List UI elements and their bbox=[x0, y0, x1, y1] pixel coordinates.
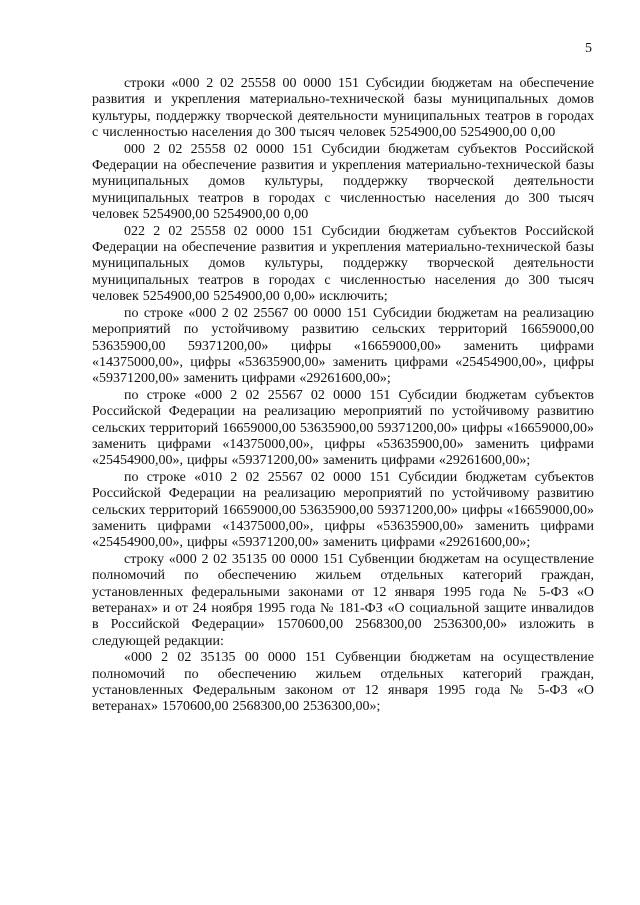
paragraph-5: по строке «000 2 02 25567 02 0000 151 Субсидии бюджетам субъектов Российской Федерации на реализацию мероприятий по устойчивому развитию сельских территорий 16659000,00 53635900,00 59371200,00» цифры «16659000,00» заменить цифрами «14375000,00», цифры «53635900,00» заменить цифрами «25454900,00», цифры «59371200,00» заменить цифрами «29261600,00»; bbox=[92, 387, 594, 469]
paragraph-7: строку «000 2 02 35135 00 0000 151 Субвенции бюджетам на осуществление полномочий по обеспечению жильем отдельных категорий граждан, установленных федеральными законами от 12 января 1995 года № 5-ФЗ «О ветеранах» и от 24 ноября 1995 года № 181-ФЗ «О социальной защите инвалидов в Российской Федерации» 1570600,00 2568300,00 2536300,00» изложить в следующей редакции: bbox=[92, 551, 594, 649]
paragraph-3: 022 2 02 25558 02 0000 151 Субсидии бюджетам субъектов Российской Федерации на обеспечение развития и укрепления материально-технической базы муниципальных домов культуры, поддержку творческой деятельности муниципальных театров в городах с численностью населения до 300 тысяч человек 5254900,00 5254900,00 0,00» исключить; bbox=[92, 223, 594, 305]
paragraph-1: строки «000 2 02 25558 00 0000 151 Субсидии бюджетам на обеспечение развития и укрепления материально-технической базы муниципальных домов культуры, поддержку творческой деятельности муниципальных театров в городах с численностью населения до 300 тысяч человек 5254900,00 5254900,00 0,00 bbox=[92, 76, 594, 141]
paragraph-2: 000 2 02 25558 02 0000 151 Субсидии бюджетам субъектов Российской Федерации на обеспечение развития и укрепления материально-технической базы муниципальных домов культуры, поддержку творческой деятельности муниципальных театров в городах с численностью населения до 300 тысяч человек 5254900,00 5254900,00 0,00 bbox=[92, 141, 594, 223]
paragraph-6: по строке «010 2 02 25567 02 0000 151 Субсидии бюджетам субъектов Российской Федерации на реализацию мероприятий по устойчивому развитию сельских территорий 16659000,00 53635900,00 59371200,00» цифры «16659000,00» заменить цифрами «14375000,00», цифры «53635900,00» заменить цифрами «25454900,00», цифры «59371200,00» заменить цифрами «29261600,00»; bbox=[92, 469, 594, 551]
paragraph-8: «000 2 02 35135 00 0000 151 Субвенции бюджетам на осуществление полномочий по обеспечению жильем отдельных категорий граждан, установленных Федеральным законом от 12 января 1995 года № 5-ФЗ «О ветеранах» 1570600,00 2568300,00 2536300,00»; bbox=[92, 650, 594, 715]
document-body bbox=[92, 76, 594, 716]
paragraph-4: по строке «000 2 02 25567 00 0000 151 Субсидии бюджетам на реализацию мероприятий по устойчивому развитию сельских территорий 16659000,00 53635900,00 59371200,00» цифры «16659000,00» заменить цифрами «14375000,00», цифры «53635900,00» заменить цифрами «25454900,00», цифры «59371200,00» заменить цифрами «29261600,00»; bbox=[92, 305, 594, 387]
page-number: 5 bbox=[585, 41, 592, 56]
